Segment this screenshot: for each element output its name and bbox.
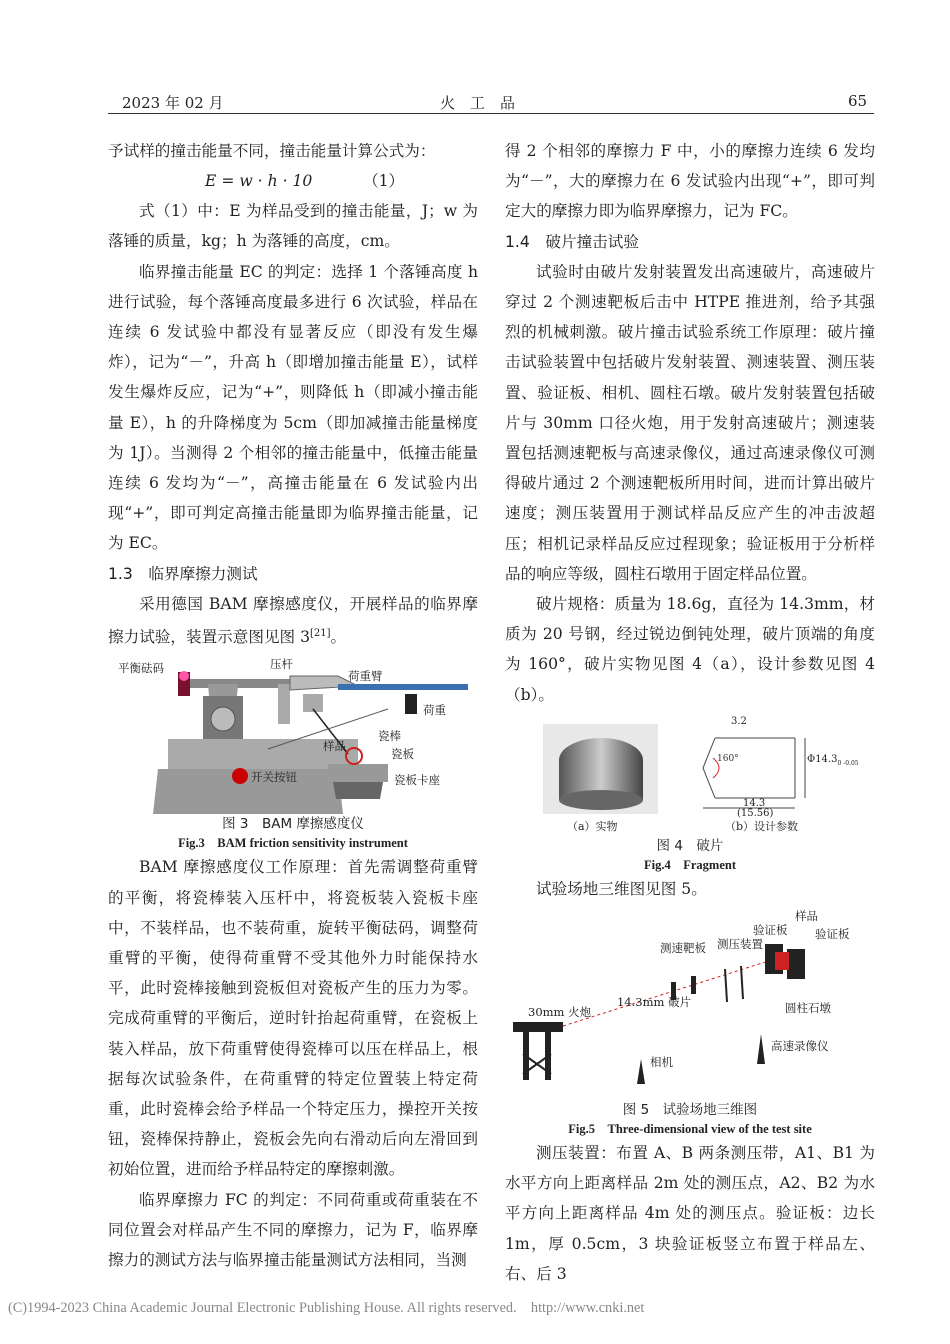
header-journal: 火 工 品 — [440, 94, 516, 112]
formula-number: （1） — [363, 172, 405, 191]
label-load-arm: 荷重臂 — [348, 669, 383, 684]
citation: [21] — [310, 628, 331, 640]
subfig-a-caption: （a）实物 — [567, 819, 618, 833]
right-column — [505, 136, 875, 1289]
paragraph: BAM 摩擦感度仪工作原理：首先需调整荷重臂的平衡，将瓷棒装入压杆中，将瓷板装入瓷板卡座中，不装样品，也不装荷重，旋转平衡砝码，调整荷重臂的平衡，使得荷重臂不受其他外力时能保持水平，此时瓷棒接触到瓷板但对瓷板产生的压力为零。完成荷重臂的平衡后，逆时针抬起荷重臂，在瓷板上装入样品，放下荷重臂使得瓷棒可以压在样品上，根据每次试验条件，在荷重臂的特定位置装上特定荷重，此时瓷棒会给予样品一个特定压力，操控开关按钮，瓷棒保持静止，瓷板会先向右滑动后向左滑回到初始位置，进而给予样品特定的摩擦刺激。 — [108, 858, 478, 1179]
label-pressure-device: 测压装置 — [717, 937, 763, 952]
dim-diameter-tolerance: 0 -0.05 — [837, 759, 859, 767]
figure-5-caption-cn: 图 5 试验场地三维图 — [622, 1102, 758, 1119]
paragraph-end: 。 — [330, 628, 347, 647]
paragraph: 临界撞击能量 EC 的判定：选择 1 个落锤高度 h 进行试验，每个落锤高度最多进行 6 次试验，样品在连续 6 发试验中都没有显著反应（即没有发生爆炸），记为“－”，升高 h（即增加撞击能量 E），试样发生爆炸反应，记为“+”，则降低 h（即减小撞击能量 E），h 的升降梯度为 5cm（即加减撞击能量梯度为 1J）。当测得 2 个相邻的撞击能量中，低撞击能量连续 6 发均为“－”，高撞击能量在 6 发试验内出现“+”，即可判定高撞击能量即为临界撞击能量，记为 EC。 — [108, 262, 478, 553]
label-porcelain-plate: 瓷板 — [391, 747, 414, 762]
label-verify-board-2: 验证板 — [815, 927, 850, 942]
dim-length: 14.3 — [743, 797, 766, 809]
label-porcelain-rod: 瓷棒 — [378, 729, 401, 744]
paragraph — [108, 589, 478, 653]
dim-diameter-value: Φ14.3 — [807, 753, 838, 765]
figure-3 — [108, 654, 478, 814]
label-fragment: 14.3mm 破片 — [617, 995, 692, 1010]
header-page: 65 — [848, 92, 868, 110]
dim-length-total: (15.56) — [737, 807, 774, 819]
section-heading: 1.4 破片撞击试验 — [505, 232, 639, 251]
dim-angle: 160° — [717, 753, 739, 764]
figure-5-caption-en: Fig.5 Three-dimensional view of the test site — [568, 1122, 812, 1137]
label-cannon: 30mm 火炮 — [528, 1005, 592, 1020]
paragraph: 试验场地三维图见图 5。 — [536, 879, 707, 898]
section-heading: 1.3 临界摩擦力测试 — [108, 564, 258, 583]
figure-3-caption-cn: 图 3 BAM 摩擦感度仪 — [222, 816, 364, 833]
label-switch-button: 开关按钮 — [251, 770, 297, 785]
bam-instrument-diagram — [108, 654, 478, 814]
figure-5 — [495, 904, 875, 1100]
fragment-figures — [505, 715, 875, 818]
label-verify-board-1: 验证板 — [753, 923, 788, 938]
paragraph: 得 2 个相邻的摩擦力 F 中，小的摩擦力连续 6 发均为“－”，大的摩擦力在 6 发试验内出现“+”，即可判定大的摩擦力即为临界摩擦力，记为 FC。 — [505, 142, 875, 221]
dim-top: 3.2 — [731, 715, 747, 727]
label-balance-weight: 平衡砝码 — [118, 661, 164, 676]
figure-3-caption-en: Fig.3 BAM friction sensitivity instrument — [178, 836, 408, 851]
paragraph: 予试样的撞击能量不同，撞击能量计算公式为： — [108, 142, 436, 160]
paragraph: 临界摩擦力 FC 的判定：不同荷重或荷重装在不同位置会对样品产生不同的摩擦力，记为 F，临界摩擦力的测试方法与临界撞击能量测试方法相同，当测 — [108, 1190, 478, 1270]
label-high-speed-video: 高速录像仪 — [771, 1039, 829, 1054]
header-date: 2023 年 02 月 — [122, 94, 224, 112]
figure-4-caption-en: Fig.4 Fragment — [644, 857, 736, 872]
label-plate-seat: 瓷板卡座 — [394, 773, 440, 788]
formula-line — [108, 166, 478, 196]
copyright-footer: (C)1994-2023 China Academic Journal Electronic Publishing House. All rights reserved. http://www.cnki.net — [8, 1300, 645, 1316]
label-press-bar: 压杆 — [270, 657, 293, 672]
subfig-b-caption: （b）设计参数 — [725, 819, 799, 833]
left-column — [108, 136, 478, 1275]
paragraph: 测压装置：布置 A、B 两条测压带，A1、B1 为水平方向上距离样品 2m 处的测压点，A2、B2 为水平方向上距离样品 4m 处的测压点。验证板：边长 1m，厚 0.5cm，3 块验证板竖立布置于样品左、右、后 3 — [505, 1144, 875, 1283]
formula: E = w · h · 10 — [205, 172, 313, 191]
label-sample: 样品 — [323, 739, 346, 754]
label-pillar: 圆柱石墩 — [785, 1001, 831, 1016]
paragraph-text: 采用德国 BAM 摩擦感度仪，开展样品的临界摩擦力试验，装置示意图见图 3 — [108, 594, 478, 647]
header-rule — [108, 113, 874, 114]
label-velocity-target: 测速靶板 — [660, 941, 706, 956]
label-camera: 相机 — [650, 1055, 673, 1070]
figure-4 — [505, 715, 875, 836]
label-sample: 样品 — [795, 909, 818, 924]
paragraph: 试验时由破片发射装置发出高速破片，高速破片穿过 2 个测速靶板后击中 HTPE 推进剂，给予其强烈的机械刺激。破片撞击试验系统工作原理：破片撞击试验装置中包括破片发射装置、测速装置、测压装置、验证板、相机、圆柱石墩。破片发射装置包括破片与 30mm 口径火炮，用于发射高速破片；测速装置包括测速靶板与高速录像仪，通过高速录像仪可测得破片通过 2 个测速靶板所用时间，进而计算出破片速度；测压装置用于测试样品反应产生的冲击波超压；相机记录样品反应过程现象；验证板用于分析样品的响应等级，圆柱石墩用于固定样品位置。 — [505, 262, 875, 583]
figure-4-caption-cn: 图 4 破片 — [656, 837, 724, 854]
label-load: 荷重 — [423, 703, 446, 718]
paragraph: 破片规格：质量为 18.6g，直径为 14.3mm，材质为 20 号钢，经过锐边倒钝处理，破片顶端的角度为 160°，破片实物见图 4（a），设计参数见图 4（b）。 — [505, 595, 875, 704]
paragraph: 式（1）中：E 为样品受到的撞击能量，J；w 为落锤的质量，kg；h 为落锤的高度，cm。 — [108, 202, 478, 251]
dim-diameter — [807, 754, 859, 767]
